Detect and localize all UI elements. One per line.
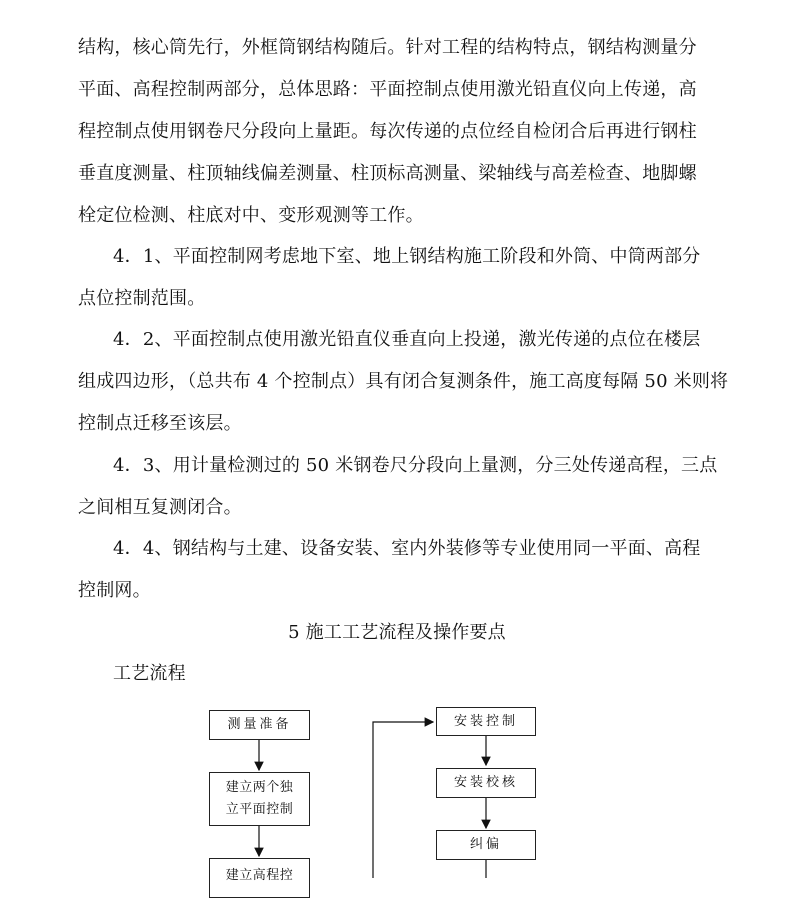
text-line: 组成四边形，（总共布 4 个控制点）具有闭合复测条件，施工高度每隔 50 米则将 xyxy=(78,371,729,392)
text-line: 之间相互复测闭合。 xyxy=(78,497,242,518)
text-line: 结构，核心筒先行，外框筒钢结构随后。针对工程的结构特点，钢结构测量分 xyxy=(78,37,697,58)
section-title: 5 施工工艺流程及操作要点 xyxy=(288,622,506,643)
flow-box-plane-control: 建立两个独 立平面控制 xyxy=(209,772,310,826)
subheading: 工艺流程 xyxy=(113,663,186,684)
flow-box-survey-prep: 测量准备 xyxy=(209,710,310,740)
text-line: 4．2、平面控制点使用激光铅直仪垂直向上投递，激光传递的点位在楼层 xyxy=(113,329,701,350)
text-line: 4．1、平面控制网考虑地下室、地上钢结构施工阶段和外筒、中筒两部分 xyxy=(113,246,701,267)
text-line: 程控制点使用钢卷尺分段向上量距。每次传递的点位经自检闭合后再进行钢柱 xyxy=(78,121,697,142)
text-line: 平面、高程控制两部分，总体思路：平面控制点使用激光铅直仪向上传递，高 xyxy=(78,79,697,100)
flow-box-install-check: 安装校核 xyxy=(436,768,536,798)
text-line: 点位控制范围。 xyxy=(78,288,206,309)
flow-box-elevation-control: 建立高程控 xyxy=(209,858,310,898)
text-line: 4．4、钢结构与土建、设备安装、室内外装修等专业使用同一平面、高程 xyxy=(113,538,701,559)
loop-connector xyxy=(373,722,433,878)
text-line: 垂直度测量、柱顶轴线偏差测量、柱顶标高测量、梁轴线与高差检查、地脚螺 xyxy=(78,163,697,184)
text-line: 控制网。 xyxy=(78,580,151,601)
text-line: 4．3、用计量检测过的 50 米钢卷尺分段向上量测，分三处传递高程，三点 xyxy=(113,455,718,476)
text-line: 控制点迁移至该层。 xyxy=(78,413,242,434)
flow-box-install-control: 安装控制 xyxy=(436,707,536,736)
flow-box-correction: 纠偏 xyxy=(436,830,536,860)
text-line: 栓定位检测、柱底对中、变形观测等工作。 xyxy=(78,205,424,226)
